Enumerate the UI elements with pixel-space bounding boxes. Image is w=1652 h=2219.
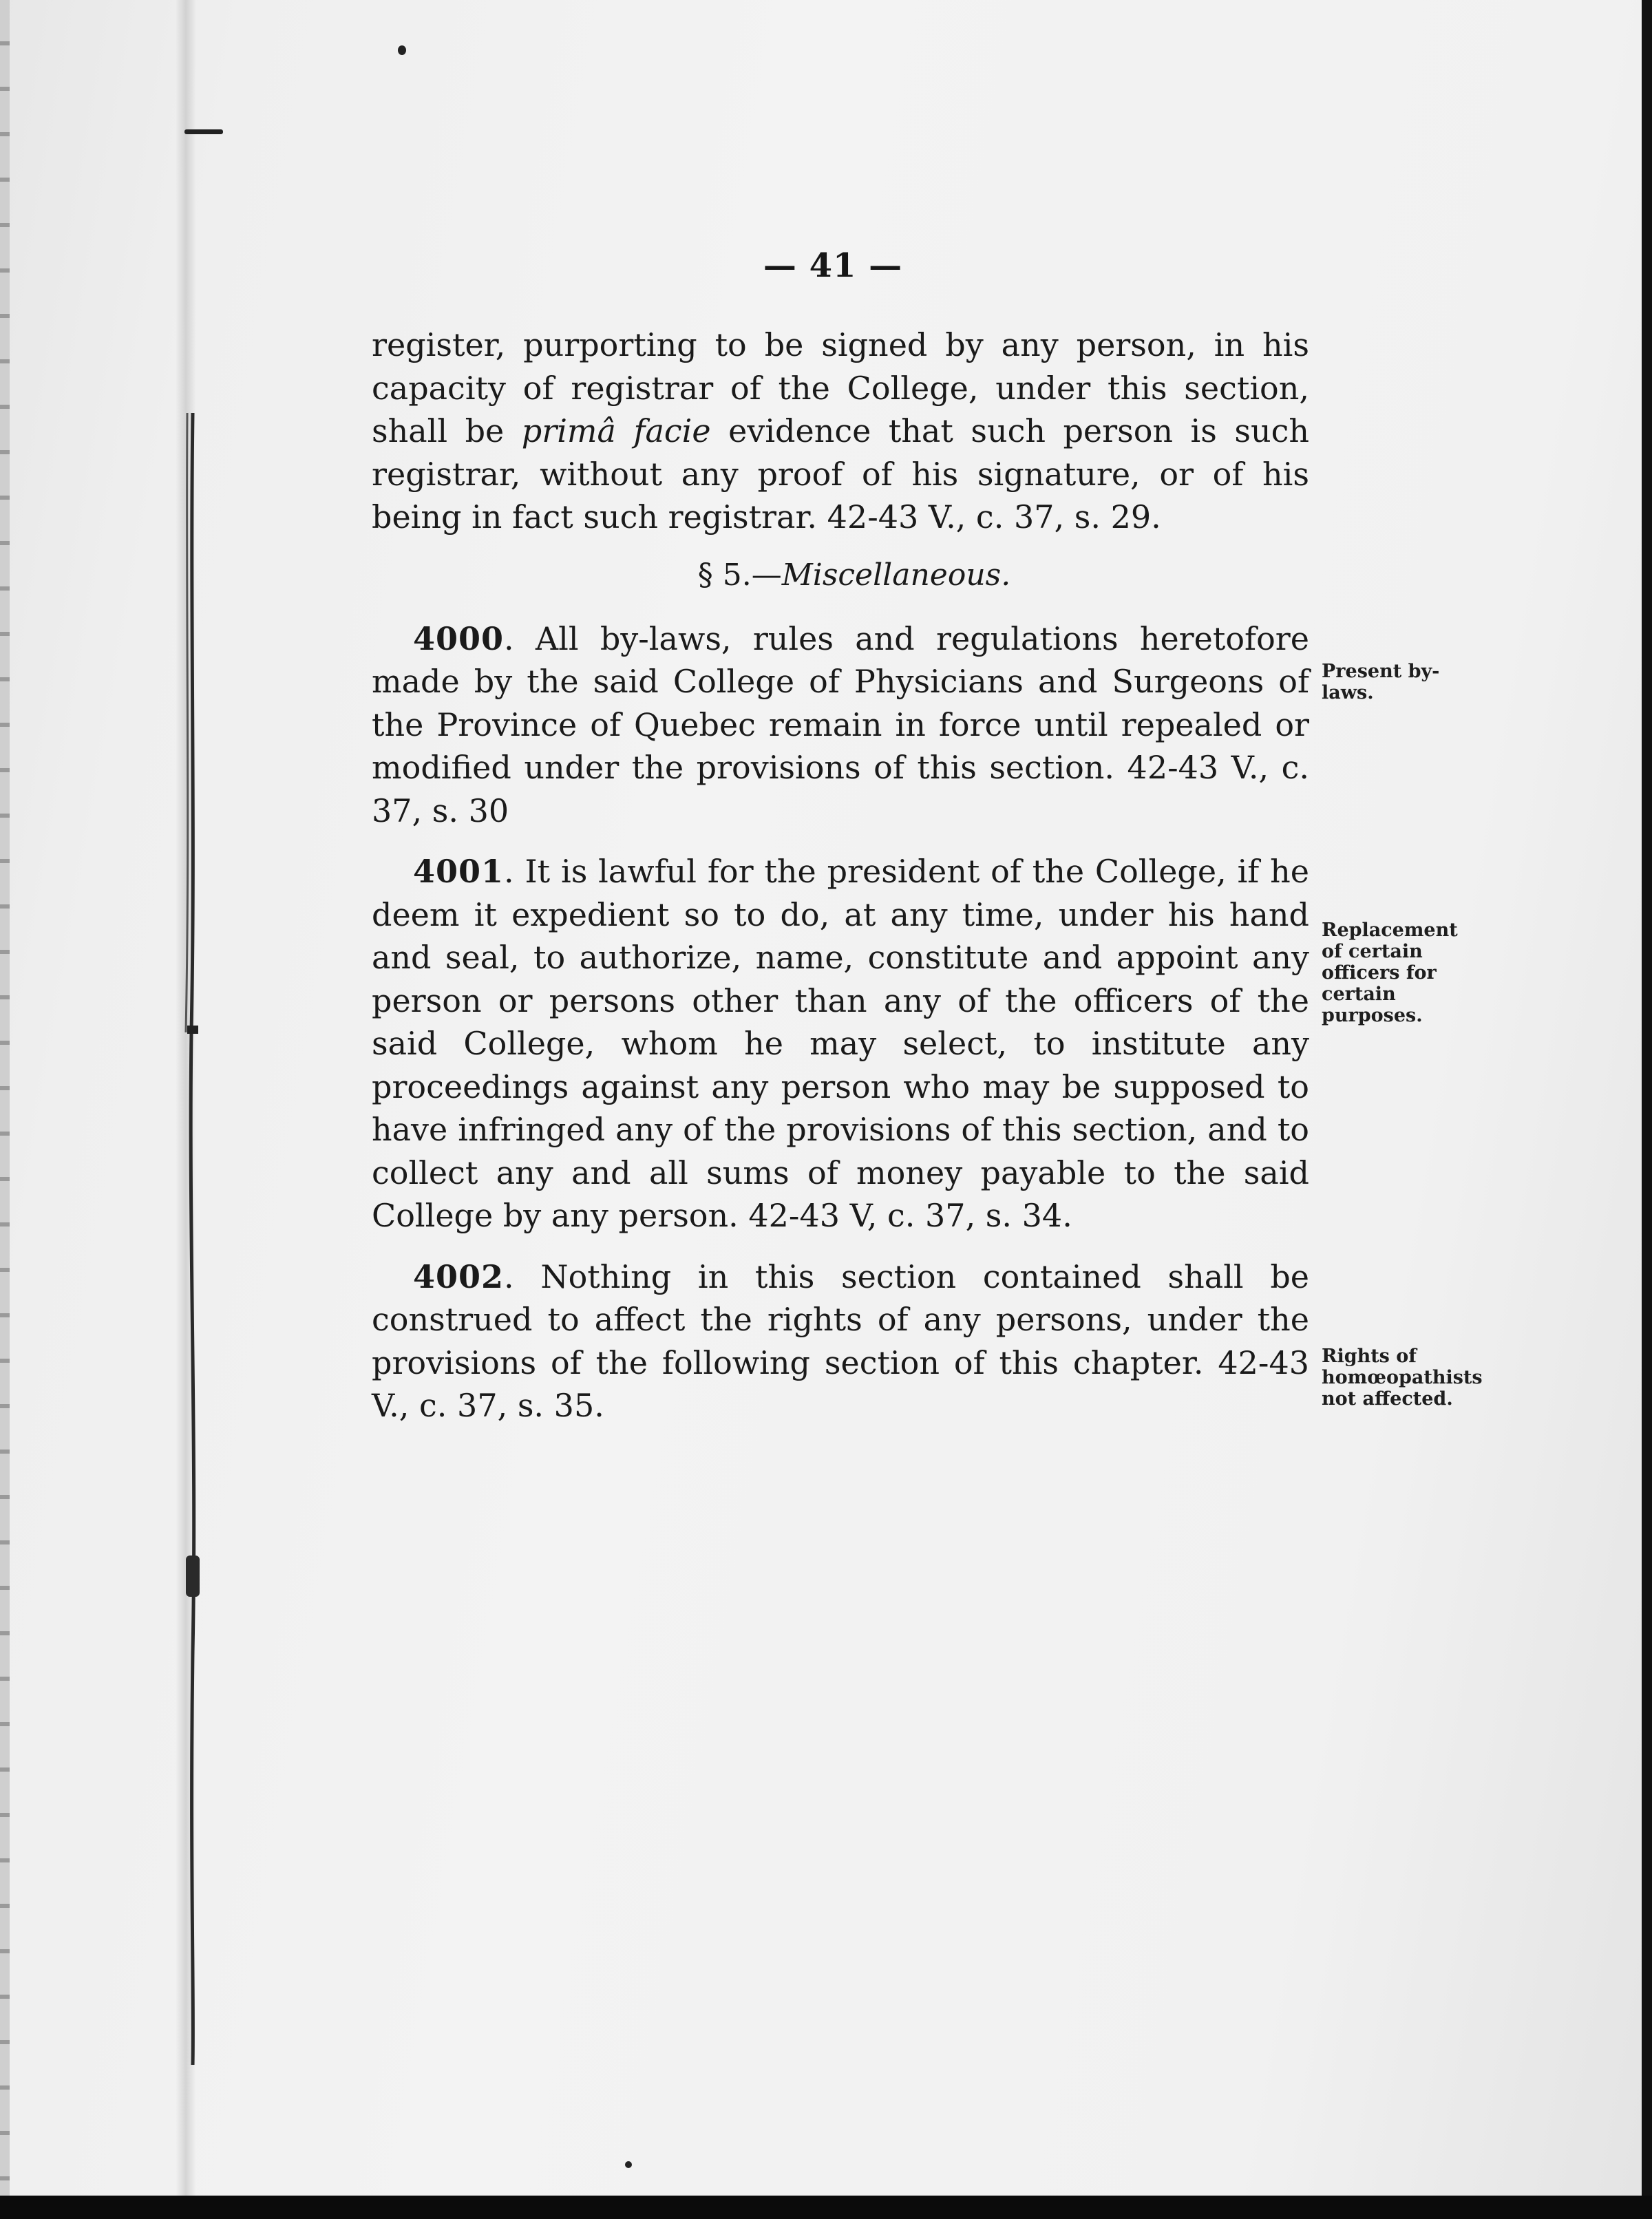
section-4000 bbox=[372, 617, 1309, 833]
page-number: — 41 — bbox=[763, 246, 903, 285]
scan-border-bottom bbox=[0, 2196, 1652, 2219]
scan-border-right bbox=[1642, 0, 1652, 2219]
margin-note-4000: Present by-laws. bbox=[1322, 661, 1440, 703]
margin-note-4002: Rights of homœopathists not affected. bbox=[1322, 1346, 1483, 1410]
subsection-heading: § 5.—Miscellaneous. bbox=[697, 557, 1011, 593]
binding-thread bbox=[178, 413, 208, 2065]
section-text: . Nothing in this section contained shall be construed to affect the rights of any persons, under the provisions of the following section of this chapter. 42-43 V., c. 37, s. 35. bbox=[372, 1257, 1309, 1424]
left-page-edge bbox=[0, 0, 10, 2196]
continued-paragraph: register, purporting to be signed by any person, in his capacity of registrar of the College, under this section, shall be primâ facie evidence that such person is such registrar, without any proof of his signature, or of his being in fact such registrar. 42-43 V., c. 37, s. 29. bbox=[372, 326, 1309, 535]
margin-note-4001: Replacement of certain officers for certain purposes. bbox=[1322, 920, 1458, 1026]
section-number: 4002 bbox=[413, 1257, 505, 1295]
section-text: . It is lawful for the president of the College, if he deem it expedient so to do, at any time, under his hand and seal, to authorize, name, constitute and appoint any person or persons other than any of the officers of the said College, whom he may select, to institute any proceedings against any person who may be supposed to have infringed any of the provisions of this section, and to collect any and all sums of money payable to the said College by any person. 42-43 V, c. 37, s. 34. bbox=[372, 853, 1309, 1234]
section-text: . All by-laws, rules and regulations heretofore made by the said College of Physicians and Surgeons of the Province of Quebec remain in force until repealed or modified under the provisions of this section. 42-43 V., c. 37, s. 30 bbox=[372, 619, 1309, 829]
section-number: 4000 bbox=[413, 619, 505, 657]
latin-phrase: primâ facie bbox=[521, 412, 711, 449]
body-text bbox=[372, 323, 1309, 1427]
section-number: 4001 bbox=[413, 853, 505, 890]
ink-speck bbox=[625, 2161, 632, 2168]
ink-speck bbox=[184, 129, 223, 134]
section-4001 bbox=[372, 850, 1309, 1238]
ink-speck bbox=[398, 45, 406, 55]
section-4002 bbox=[372, 1255, 1309, 1427]
